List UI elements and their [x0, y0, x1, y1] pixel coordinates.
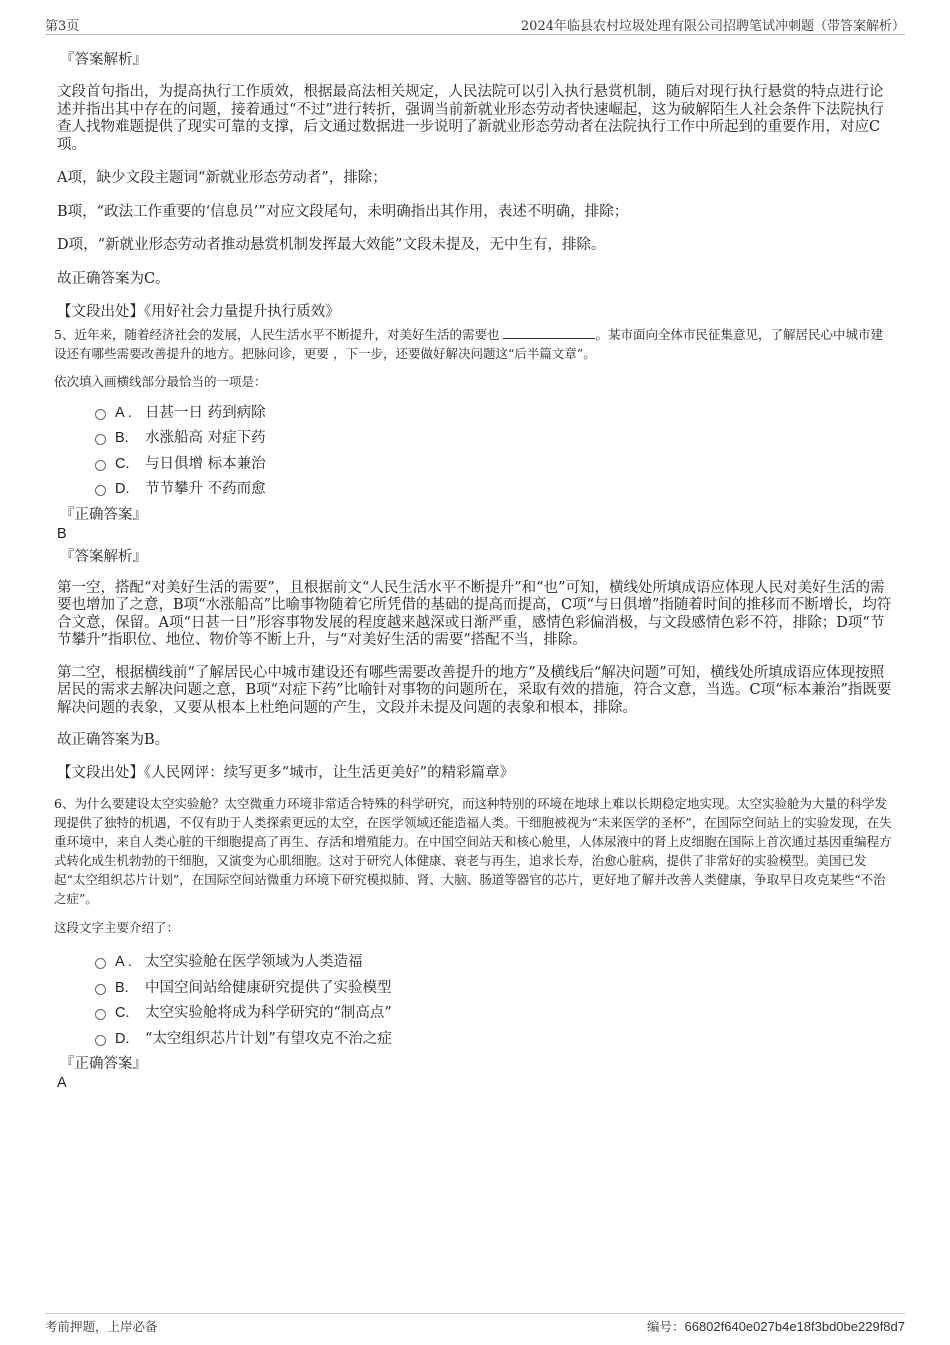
analysis-paragraph: D项，“新就业形态劳动者推动悬赏机制发挥最大效能”文段未提及，无中生有，排除。: [57, 237, 606, 253]
option-c[interactable]: C. 与日俱增 标本兼治: [95, 452, 892, 478]
option-a[interactable]: A . 日甚一日 药到病除: [95, 401, 892, 427]
option-d[interactable]: D. “太空组织芯片计划”有望攻克不治之症: [95, 1027, 892, 1053]
page-content: [54, 44, 892, 1091]
footer-slogan: 考前押题，上岸必备: [45, 1319, 158, 1334]
radio-button-icon[interactable]: [95, 1009, 106, 1020]
question-stem: 6、为什么要建设太空实验舱？太空微重力环境非常适合特殊的科学研究，而这种特别的环境在地球上难以长期稳定地实现。太空实验舱为大量的科学发现提供了独特的机遇，不仅有助于人类探索更远的太空，在医学领域还能造福人类。干细胞被视为“未来医学的圣杯”，在国际空间站上的实验发现，在失重环境中，来自人类心脏的干细胞提高了再生、存活和增殖能力。在中国空间站天和核心舱里，人体尿液中的肾上皮细胞在国际上首次通过基因重编程方式转化成生机勃勃的干细胞，又演变为心肌细胞。这对于研究人体健康、衰老与再生，追求长寿，治愈心脏病，提供了非常好的实验模型。美国已发起“太空组织芯片计划”，在国际空间站微重力环境下研究模拟肺、肾、大脑、肠道等器官的芯片，更好地了解并改善人类健康，争取早日攻克某些“不治之症”。: [54, 796, 892, 906]
radio-button-icon[interactable]: [95, 984, 106, 995]
options-list: [95, 401, 892, 503]
document-code: 编号：66802f640e027b4e18f3bd0be229f8d7: [646, 1319, 905, 1334]
page-number: 第3页: [45, 19, 80, 34]
radio-button-icon[interactable]: [95, 1035, 106, 1046]
radio-button-icon[interactable]: [95, 460, 106, 471]
document-title: 2024年临县农村垃圾处理有限公司招聘笔试冲刺题（带答案解析）: [520, 19, 905, 34]
question-prompt: 这段文字主要介绍了：: [54, 920, 180, 935]
option-b[interactable]: B. 水涨船高 对症下药: [95, 426, 892, 452]
answer-value: A: [57, 1075, 67, 1091]
answer-value: B: [57, 525, 67, 542]
option-b[interactable]: B. 中国空间站给健康研究提供了实验模型: [95, 976, 892, 1002]
analysis-paragraph: 文段首句指出，为提高执行工作质效，根据最高法相关规定，人民法院可以引入执行悬赏机制，随后对现行执行悬赏的特点进行论述并指出其中存在的问题，接着通过“不过”进行转折，强调当前新就业形态劳动者快速崛起，这为破解陌生人社会条件下法院执行查人找物难题提供了现实可靠的支撑，后文通过数据进一步说明了新就业形态劳动者在法院执行工作中所起到的重要作用，对应C项。: [57, 84, 884, 153]
options-list: [95, 950, 892, 1052]
answer-label: 『正确答案』: [60, 506, 147, 523]
radio-button-icon[interactable]: [95, 485, 106, 496]
question-stem: 5、近年来，随着经济社会的发展，人民生活水平不断提升，对美好生活的需要也 。某市面向全体市民征集意见，了解居民心中城市建设还有哪些需要改善提升的地方。把脉问诊，更要 ，下一步，还要做好解决问题这“后半篇文章”。: [54, 326, 883, 361]
question-prompt: 依次填入画横线部分最恰当的一项是：: [54, 373, 267, 389]
analysis-paragraph: 第二空，根据横线前“了解居民心中城市建设还有哪些需要改善提升的地方”及横线后“解决问题”可知，横线处所填成语应体现按照居民的需求去解决问题之意，B项“对症下药”比喻针对事物的问题所在，采取有效的措施，符合文意，当选。C项“标本兼治”指既要解决问题的表象，又要从根本上杜绝问题的产生，文段并未提及问题的表象和根本，排除。: [57, 664, 892, 716]
analysis-paragraph: B项，“政法工作重要的‘信息员’”对应文段尾句，未明确指出其作用，表述不明确，排除；: [57, 203, 629, 220]
answer-label: 『正确答案』: [60, 1056, 147, 1072]
analysis-label: 『答案解析』: [60, 548, 147, 565]
source-citation: 【文段出处】《用好社会力量提升执行质效》: [57, 304, 340, 320]
radio-button-icon[interactable]: [95, 958, 106, 969]
option-c[interactable]: C. 太空实验舱将成为科学研究的“制高点”: [95, 1001, 892, 1027]
analysis-label: 『答案解析』: [60, 52, 147, 68]
page-header: [45, 14, 905, 35]
analysis-paragraph: 第一空，搭配“对美好生活的需要”，且根据前文“人民生活水平不断提升”和“也”可知，横线处所填成语应体现人民对美好生活的需要也增加了之意，B项“水涨船高”比喻事物随着它所凭借的基础的提高而提高，C项“与日俱增”指随着时间的推移而不断增长，均符合文意，保留。A项“日甚一日”形容事物发展的程度越来越深或日渐严重，感情色彩偏消极，与文段感情色彩不符，排除；D项“节节攀升”指职位、地位、物价等不断上升，与“对美好生活的需要”搭配不当，排除。: [57, 579, 892, 648]
page-footer: [45, 1313, 905, 1337]
correct-answer-text: 故正确答案为C。: [57, 270, 170, 287]
source-citation: 【文段出处】《人民网评：续写更多“城市，让生活更美好”的精彩篇章》: [57, 764, 515, 781]
correct-answer-text: 故正确答案为B。: [57, 732, 170, 748]
option-d[interactable]: D. 节节攀升 不药而愈: [95, 477, 892, 503]
radio-button-icon[interactable]: [95, 409, 106, 420]
analysis-paragraph: A项，缺少文段主题词“新就业形态劳动者”，排除；: [57, 170, 387, 186]
radio-button-icon[interactable]: [95, 434, 106, 445]
option-a[interactable]: A . 太空实验舱在医学领域为人类造福: [95, 950, 892, 976]
fill-blank: [503, 326, 595, 339]
